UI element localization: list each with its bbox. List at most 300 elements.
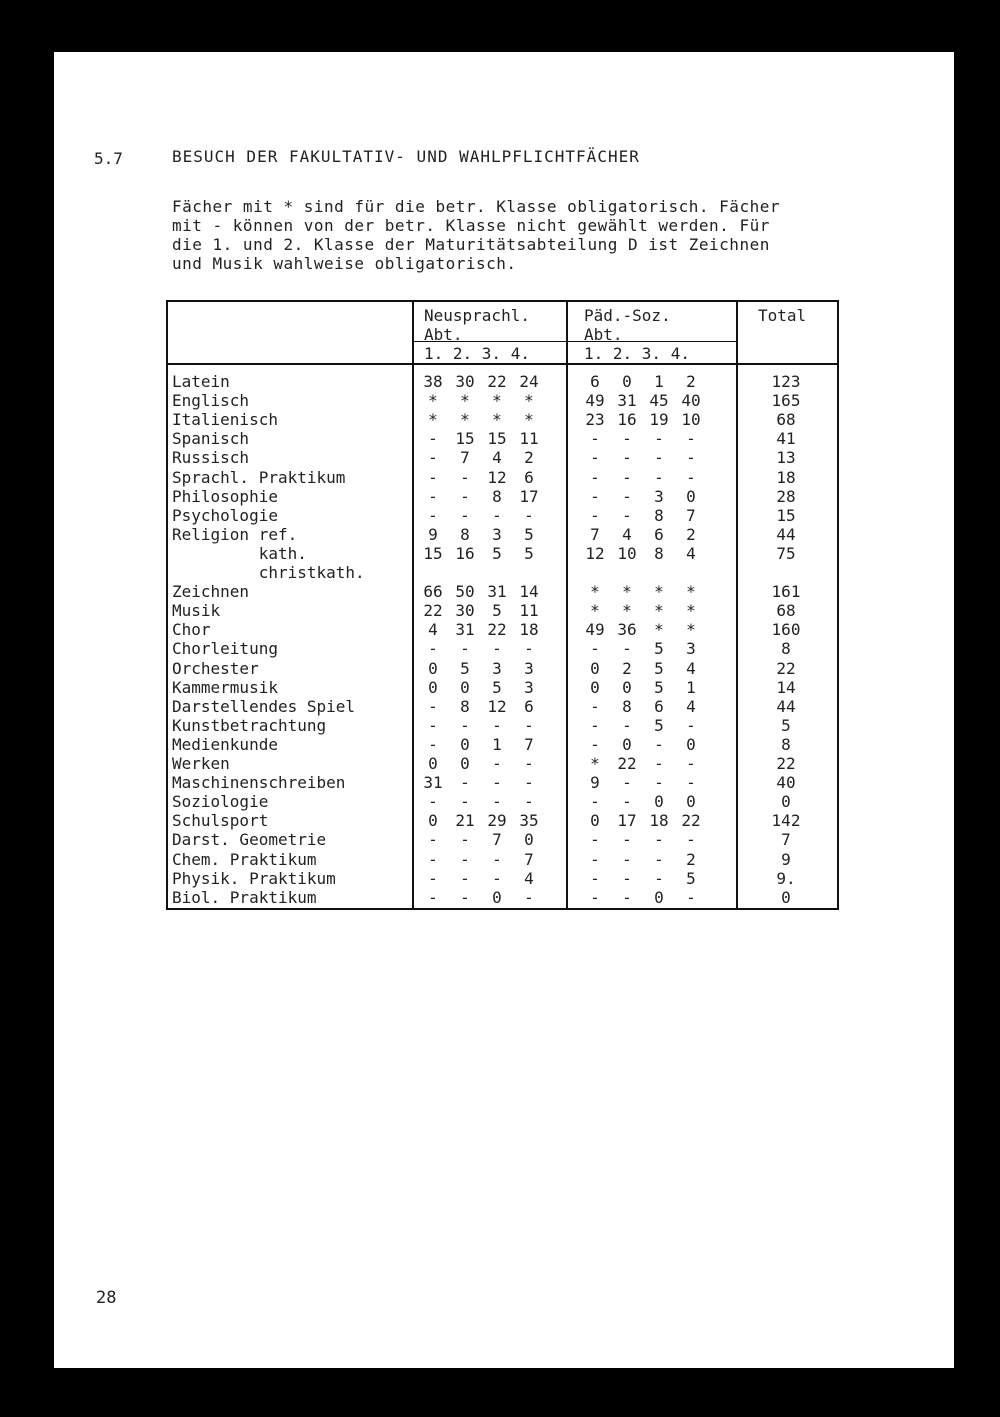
- total-cell: 68: [776, 410, 796, 430]
- neusprachl-class-4-cell: -: [524, 754, 534, 773]
- neusprachl-class-4-cell: 6: [524, 467, 534, 487]
- paed-soz-class-2-cell: -: [622, 486, 632, 506]
- table-row: [166, 429, 839, 448]
- total-cell: 40: [776, 773, 796, 793]
- neusprachl-class-1-cell: 9: [428, 524, 438, 544]
- paed-soz-class-2-cell: -: [622, 849, 632, 869]
- section-title: BESUCH DER FAKULTATIV- UND WAHLPFLICHTFÄCHER: [172, 147, 640, 166]
- paed-soz-class-4-cell: 5: [686, 868, 696, 888]
- paed-soz-class-4-cell: 2: [686, 372, 696, 391]
- table-border-top: [166, 300, 839, 302]
- paed-soz-class-3-cell: 6: [654, 524, 664, 544]
- neusprachl-class-3-cell: 29: [487, 811, 507, 831]
- paed-soz-class-4-cell: *: [686, 582, 696, 602]
- paed-soz-class-1-cell: 23: [585, 410, 605, 430]
- neusprachl-class-4-cell: 5: [524, 524, 534, 544]
- paed-soz-class-1-cell: -: [590, 486, 600, 506]
- neusprachl-class-1-cell: -: [428, 448, 438, 468]
- table-row: [166, 506, 839, 525]
- table-row: [166, 582, 839, 601]
- paed-soz-class-3-cell: -: [654, 734, 664, 754]
- subject-label: Soziologie: [172, 792, 269, 812]
- neusprachl-class-1-cell: -: [428, 429, 438, 449]
- neusprachl-class-3-cell: 7: [492, 830, 502, 850]
- neusprachl-class-2-cell: *: [460, 410, 470, 430]
- neusprachl-class-2-cell: 30: [455, 601, 475, 621]
- subject-label: Darstellendes Spiel: [172, 696, 356, 716]
- neusprachl-class-3-cell: -: [492, 639, 502, 659]
- paed-soz-class-4-cell: *: [686, 620, 696, 640]
- paed-soz-class-1-cell: -: [590, 639, 600, 659]
- paed-soz-class-2-cell: 0: [622, 372, 632, 391]
- paed-soz-class-3-cell: 5: [654, 658, 664, 678]
- neusprachl-class-4-cell: 7: [524, 734, 534, 754]
- total-cell: 28: [776, 486, 796, 506]
- total-cell: 18: [776, 467, 796, 487]
- neusprachl-class-4-cell: -: [524, 773, 534, 793]
- neusprachl-class-1-cell: -: [428, 639, 438, 659]
- neusprachl-class-2-cell: -: [460, 467, 470, 487]
- table-row: [166, 372, 839, 391]
- neusprachl-class-4-cell: -: [524, 715, 534, 735]
- total-cell: 68: [776, 601, 796, 621]
- total-cell: 5: [781, 715, 791, 735]
- neusprachl-class-3-cell: 12: [487, 467, 507, 487]
- subject-label: Schulsport: [172, 811, 269, 831]
- paed-soz-class-3-cell: -: [654, 868, 664, 888]
- neusprachl-class-4-cell: 17: [519, 486, 539, 506]
- table-row: [166, 888, 839, 907]
- neusprachl-class-1-cell: -: [428, 486, 438, 506]
- paed-soz-class-3-cell: *: [654, 620, 664, 640]
- neusprachl-class-4-cell: 4: [524, 868, 534, 888]
- neusprachl-class-3-cell: -: [492, 849, 502, 869]
- neusprachl-class-3-cell: -: [492, 715, 502, 735]
- paed-soz-class-1-cell: 0: [590, 677, 600, 697]
- subject-label: Religion ref.: [172, 524, 298, 544]
- paed-soz-class-4-cell: 2: [686, 849, 696, 869]
- total-cell: 142: [771, 811, 801, 831]
- neusprachl-class-1-cell: 0: [428, 677, 438, 697]
- paed-soz-class-3-cell: 5: [654, 677, 664, 697]
- neusprachl-class-3-cell: 15: [487, 429, 507, 449]
- table-row: [166, 468, 839, 487]
- paed-soz-class-2-cell: -: [622, 830, 632, 850]
- neusprachl-class-2-cell: 0: [460, 754, 470, 773]
- paed-soz-class-1-cell: 49: [585, 620, 605, 640]
- subject-label: Psychologie: [172, 505, 278, 525]
- paed-soz-class-2-cell: -: [622, 887, 632, 907]
- neusprachl-class-2-cell: -: [460, 715, 470, 735]
- paed-soz-class-4-cell: 7: [686, 505, 696, 525]
- paed-soz-class-2-cell: 0: [622, 677, 632, 697]
- subject-label: Latein: [172, 372, 230, 391]
- paed-soz-class-4-cell: -: [686, 887, 696, 907]
- paed-soz-class-2-cell: -: [622, 792, 632, 812]
- paed-soz-class-3-cell: 18: [649, 811, 669, 831]
- total-cell: 44: [776, 696, 796, 716]
- total-cell: 0: [781, 792, 791, 812]
- neusprachl-class-4-cell: -: [524, 505, 534, 525]
- neusprachl-class-1-cell: 15: [423, 543, 443, 563]
- paed-soz-class-1-cell: -: [590, 467, 600, 487]
- neusprachl-class-2-cell: 5: [460, 658, 470, 678]
- neusprachl-class-3-cell: 3: [492, 658, 502, 678]
- paed-soz-class-1-cell: -: [590, 696, 600, 716]
- table-row: [166, 544, 839, 563]
- neusprachl-class-2-cell: 21: [455, 811, 475, 831]
- paed-soz-class-4-cell: 4: [686, 696, 696, 716]
- table-row: [166, 869, 839, 888]
- paed-soz-class-3-cell: -: [654, 849, 664, 869]
- neusprachl-class-3-cell: -: [492, 754, 502, 773]
- subject-label: Kammermusik: [172, 677, 278, 697]
- neusprachl-class-1-cell: -: [428, 505, 438, 525]
- neusprachl-class-1-cell: -: [428, 849, 438, 869]
- total-cell: 161: [771, 582, 801, 602]
- header-group1-title: Neusprachl.: [424, 306, 530, 325]
- total-cell: 14: [776, 677, 796, 697]
- neusprachl-class-1-cell: -: [428, 734, 438, 754]
- subject-label: Zeichnen: [172, 582, 250, 602]
- paed-soz-class-2-cell: 8: [622, 696, 632, 716]
- table-border-bottom: [166, 908, 839, 910]
- paed-soz-class-2-cell: -: [622, 868, 632, 888]
- total-cell: 9: [781, 849, 791, 869]
- table-row: [166, 563, 839, 582]
- paed-soz-class-4-cell: 2: [686, 524, 696, 544]
- neusprachl-class-1-cell: -: [428, 715, 438, 735]
- neusprachl-class-2-cell: 0: [460, 734, 470, 754]
- header-group1-abt: Abt.: [424, 325, 463, 344]
- paed-soz-class-3-cell: 6: [654, 696, 664, 716]
- paed-soz-class-2-cell: 22: [617, 754, 637, 773]
- paed-soz-class-2-cell: 2: [622, 658, 632, 678]
- paed-soz-class-4-cell: 10: [681, 410, 701, 430]
- neusprachl-class-4-cell: 11: [519, 601, 539, 621]
- table-row: [166, 735, 839, 754]
- total-cell: 165: [771, 391, 801, 411]
- paed-soz-class-2-cell: -: [622, 448, 632, 468]
- table-row: [166, 811, 839, 830]
- total-cell: 44: [776, 524, 796, 544]
- paed-soz-class-3-cell: 45: [649, 391, 669, 411]
- paed-soz-class-3-cell: -: [654, 448, 664, 468]
- subject-label: kath.: [172, 543, 307, 563]
- neusprachl-class-3-cell: 5: [492, 543, 502, 563]
- neusprachl-class-2-cell: -: [460, 773, 470, 793]
- paed-soz-class-1-cell: 0: [590, 811, 600, 831]
- subject-label: Chem. Praktikum: [172, 849, 317, 869]
- total-cell: 8: [781, 734, 791, 754]
- neusprachl-class-4-cell: *: [524, 391, 534, 411]
- paed-soz-class-4-cell: 0: [686, 486, 696, 506]
- paed-soz-class-1-cell: *: [590, 601, 600, 621]
- neusprachl-class-4-cell: 0: [524, 830, 534, 850]
- enrollment-table: [166, 300, 839, 910]
- paed-soz-class-4-cell: 0: [686, 792, 696, 812]
- table-row: [166, 620, 839, 639]
- neusprachl-class-2-cell: 8: [460, 696, 470, 716]
- total-cell: 0: [781, 887, 791, 907]
- subject-label: Englisch: [172, 391, 250, 411]
- table-row: [166, 792, 839, 811]
- paed-soz-class-3-cell: -: [654, 429, 664, 449]
- paed-soz-class-3-cell: -: [654, 773, 664, 793]
- neusprachl-class-2-cell: 8: [460, 524, 470, 544]
- paed-soz-class-2-cell: 10: [617, 543, 637, 563]
- neusprachl-class-2-cell: -: [460, 849, 470, 869]
- subject-label: Chorleitung: [172, 639, 278, 659]
- neusprachl-class-1-cell: 38: [423, 372, 443, 391]
- paed-soz-class-4-cell: 1: [686, 677, 696, 697]
- paed-soz-class-4-cell: -: [686, 754, 696, 773]
- paed-soz-class-2-cell: 36: [617, 620, 637, 640]
- total-cell: 13: [776, 448, 796, 468]
- header-group2-classes: 1. 2. 3. 4.: [584, 344, 690, 363]
- neusprachl-class-3-cell: 12: [487, 696, 507, 716]
- table-row: [166, 773, 839, 792]
- total-cell: 15: [776, 505, 796, 525]
- paed-soz-class-1-cell: -: [590, 734, 600, 754]
- subject-label: Philosophie: [172, 486, 278, 506]
- paed-soz-class-3-cell: 19: [649, 410, 669, 430]
- paed-soz-class-4-cell: 3: [686, 639, 696, 659]
- paed-soz-class-3-cell: 8: [654, 543, 664, 563]
- paed-soz-class-1-cell: -: [590, 849, 600, 869]
- neusprachl-class-4-cell: 7: [524, 849, 534, 869]
- paed-soz-class-3-cell: -: [654, 467, 664, 487]
- neusprachl-class-4-cell: 5: [524, 543, 534, 563]
- paed-soz-class-2-cell: 17: [617, 811, 637, 831]
- subject-label: christkath.: [172, 563, 365, 582]
- paed-soz-class-1-cell: *: [590, 582, 600, 602]
- neusprachl-class-2-cell: -: [460, 505, 470, 525]
- paed-soz-class-2-cell: -: [622, 467, 632, 487]
- neusprachl-class-2-cell: -: [460, 639, 470, 659]
- paed-soz-class-3-cell: 3: [654, 486, 664, 506]
- subject-label: Werken: [172, 754, 230, 773]
- paed-soz-class-3-cell: 5: [654, 715, 664, 735]
- subject-label: Darst. Geometrie: [172, 830, 327, 850]
- table-row: [166, 716, 839, 735]
- paed-soz-class-2-cell: -: [622, 505, 632, 525]
- neusprachl-class-1-cell: 31: [423, 773, 443, 793]
- page-number: 28: [96, 1288, 117, 1308]
- neusprachl-class-1-cell: 0: [428, 811, 438, 831]
- section-number: 5.7: [94, 149, 123, 168]
- neusprachl-class-2-cell: *: [460, 391, 470, 411]
- neusprachl-class-3-cell: 31: [487, 582, 507, 602]
- neusprachl-class-3-cell: 22: [487, 620, 507, 640]
- neusprachl-class-1-cell: -: [428, 467, 438, 487]
- neusprachl-class-4-cell: 14: [519, 582, 539, 602]
- paed-soz-class-4-cell: -: [686, 830, 696, 850]
- header-group1-classes: 1. 2. 3. 4.: [424, 344, 530, 363]
- total-cell: 75: [776, 543, 796, 563]
- paed-soz-class-4-cell: 4: [686, 543, 696, 563]
- paed-soz-class-2-cell: 4: [622, 524, 632, 544]
- paed-soz-class-3-cell: 0: [654, 887, 664, 907]
- paed-soz-class-4-cell: -: [686, 715, 696, 735]
- neusprachl-class-3-cell: -: [492, 505, 502, 525]
- paed-soz-class-4-cell: -: [686, 467, 696, 487]
- neusprachl-class-3-cell: *: [492, 391, 502, 411]
- neusprachl-class-1-cell: *: [428, 410, 438, 430]
- neusprachl-class-1-cell: 0: [428, 754, 438, 773]
- paed-soz-class-2-cell: -: [622, 715, 632, 735]
- neusprachl-class-3-cell: -: [492, 792, 502, 812]
- total-cell: 9.: [776, 868, 796, 888]
- neusprachl-class-1-cell: -: [428, 830, 438, 850]
- neusprachl-class-1-cell: -: [428, 696, 438, 716]
- header-total: Total: [758, 306, 807, 325]
- neusprachl-class-2-cell: 16: [455, 543, 475, 563]
- neusprachl-class-3-cell: -: [492, 868, 502, 888]
- neusprachl-class-2-cell: 15: [455, 429, 475, 449]
- table-row: [166, 391, 839, 410]
- neusprachl-class-1-cell: 66: [423, 582, 443, 602]
- paed-soz-class-4-cell: 0: [686, 734, 696, 754]
- neusprachl-class-4-cell: 3: [524, 658, 534, 678]
- paed-soz-class-4-cell: -: [686, 448, 696, 468]
- header-separator: [166, 363, 839, 365]
- paed-soz-class-3-cell: -: [654, 830, 664, 850]
- paed-soz-class-1-cell: *: [590, 754, 600, 773]
- total-cell: 123: [771, 372, 801, 391]
- neusprachl-class-2-cell: 0: [460, 677, 470, 697]
- neusprachl-class-1-cell: -: [428, 887, 438, 907]
- paed-soz-class-3-cell: 1: [654, 372, 664, 391]
- table-row: [166, 754, 839, 773]
- paed-soz-class-4-cell: -: [686, 773, 696, 793]
- intro-line: Fächer mit * sind für die betr. Klasse obligatorisch. Fächer: [172, 197, 780, 216]
- total-cell: 22: [776, 754, 796, 773]
- total-cell: 41: [776, 429, 796, 449]
- paed-soz-class-2-cell: -: [622, 773, 632, 793]
- neusprachl-class-2-cell: 30: [455, 372, 475, 391]
- paed-soz-class-1-cell: 12: [585, 543, 605, 563]
- neusprachl-class-3-cell: 4: [492, 448, 502, 468]
- paed-soz-class-1-cell: 0: [590, 658, 600, 678]
- table-row: [166, 448, 839, 467]
- intro-line: mit - können von der betr. Klasse nicht gewählt werden. Für: [172, 216, 770, 235]
- paed-soz-class-1-cell: -: [590, 830, 600, 850]
- paed-soz-class-1-cell: -: [590, 715, 600, 735]
- subject-label: Musik: [172, 601, 221, 621]
- intro-line: und Musik wahlweise obligatorisch.: [172, 254, 517, 273]
- neusprachl-class-2-cell: 7: [460, 448, 470, 468]
- neusprachl-class-4-cell: 11: [519, 429, 539, 449]
- table-row: [166, 659, 839, 678]
- neusprachl-class-4-cell: 35: [519, 811, 539, 831]
- paed-soz-class-2-cell: *: [622, 601, 632, 621]
- total-cell: 160: [771, 620, 801, 640]
- paed-soz-class-1-cell: -: [590, 887, 600, 907]
- paed-soz-class-1-cell: 49: [585, 391, 605, 411]
- table-row: [166, 697, 839, 716]
- table-row: [166, 678, 839, 697]
- neusprachl-class-1-cell: -: [428, 868, 438, 888]
- paed-soz-class-3-cell: 8: [654, 505, 664, 525]
- paed-soz-class-2-cell: 16: [617, 410, 637, 430]
- paed-soz-class-1-cell: 9: [590, 773, 600, 793]
- subject-label: Italienisch: [172, 410, 278, 430]
- neusprachl-class-3-cell: -: [492, 773, 502, 793]
- table-row: [166, 850, 839, 869]
- paed-soz-class-4-cell: -: [686, 429, 696, 449]
- neusprachl-class-3-cell: 8: [492, 486, 502, 506]
- paed-soz-class-2-cell: *: [622, 582, 632, 602]
- table-row: [166, 525, 839, 544]
- neusprachl-class-2-cell: -: [460, 887, 470, 907]
- paed-soz-class-1-cell: -: [590, 429, 600, 449]
- neusprachl-class-3-cell: 5: [492, 677, 502, 697]
- neusprachl-class-4-cell: -: [524, 792, 534, 812]
- paed-soz-class-1-cell: -: [590, 792, 600, 812]
- neusprachl-class-4-cell: 2: [524, 448, 534, 468]
- header-group2-abt: Abt.: [584, 325, 623, 344]
- neusprachl-class-4-cell: 3: [524, 677, 534, 697]
- neusprachl-class-2-cell: -: [460, 792, 470, 812]
- neusprachl-class-2-cell: 31: [455, 620, 475, 640]
- paed-soz-class-4-cell: 4: [686, 658, 696, 678]
- subject-label: Physik. Praktikum: [172, 868, 336, 888]
- subject-label: Medienkunde: [172, 734, 278, 754]
- neusprachl-class-2-cell: 50: [455, 582, 475, 602]
- intro-paragraph: [172, 197, 780, 273]
- neusprachl-class-3-cell: *: [492, 410, 502, 430]
- paed-soz-class-4-cell: 22: [681, 811, 701, 831]
- subject-label: Orchester: [172, 658, 259, 678]
- paed-soz-class-3-cell: *: [654, 582, 664, 602]
- neusprachl-class-1-cell: -: [428, 792, 438, 812]
- document-page: [54, 52, 954, 1368]
- paed-soz-class-2-cell: -: [622, 429, 632, 449]
- subject-label: Russisch: [172, 448, 250, 468]
- subject-label: Kunstbetrachtung: [172, 715, 327, 735]
- neusprachl-class-3-cell: 5: [492, 601, 502, 621]
- subject-label: Biol. Praktikum: [172, 887, 317, 907]
- subject-label: Sprachl. Praktikum: [172, 467, 346, 487]
- neusprachl-class-4-cell: 18: [519, 620, 539, 640]
- paed-soz-class-1-cell: -: [590, 505, 600, 525]
- table-row: [166, 410, 839, 429]
- neusprachl-class-3-cell: 3: [492, 524, 502, 544]
- neusprachl-class-3-cell: 1: [492, 734, 502, 754]
- paed-soz-class-2-cell: 0: [622, 734, 632, 754]
- paed-soz-class-3-cell: -: [654, 754, 664, 773]
- neusprachl-class-1-cell: 22: [423, 601, 443, 621]
- table-row: [166, 601, 839, 620]
- paed-soz-class-2-cell: 31: [617, 391, 637, 411]
- paed-soz-class-1-cell: 6: [590, 372, 600, 391]
- neusprachl-class-4-cell: *: [524, 410, 534, 430]
- neusprachl-class-2-cell: -: [460, 830, 470, 850]
- neusprachl-class-4-cell: 24: [519, 372, 539, 391]
- header-group2-title: Päd.-Soz.: [584, 306, 671, 325]
- subject-label: Maschinenschreiben: [172, 773, 346, 793]
- neusprachl-class-2-cell: -: [460, 868, 470, 888]
- total-cell: 7: [781, 830, 791, 850]
- paed-soz-class-4-cell: *: [686, 601, 696, 621]
- neusprachl-class-2-cell: -: [460, 486, 470, 506]
- paed-soz-class-2-cell: -: [622, 639, 632, 659]
- neusprachl-class-1-cell: 0: [428, 658, 438, 678]
- paed-soz-class-1-cell: -: [590, 448, 600, 468]
- paed-soz-class-1-cell: 7: [590, 524, 600, 544]
- neusprachl-class-4-cell: -: [524, 887, 534, 907]
